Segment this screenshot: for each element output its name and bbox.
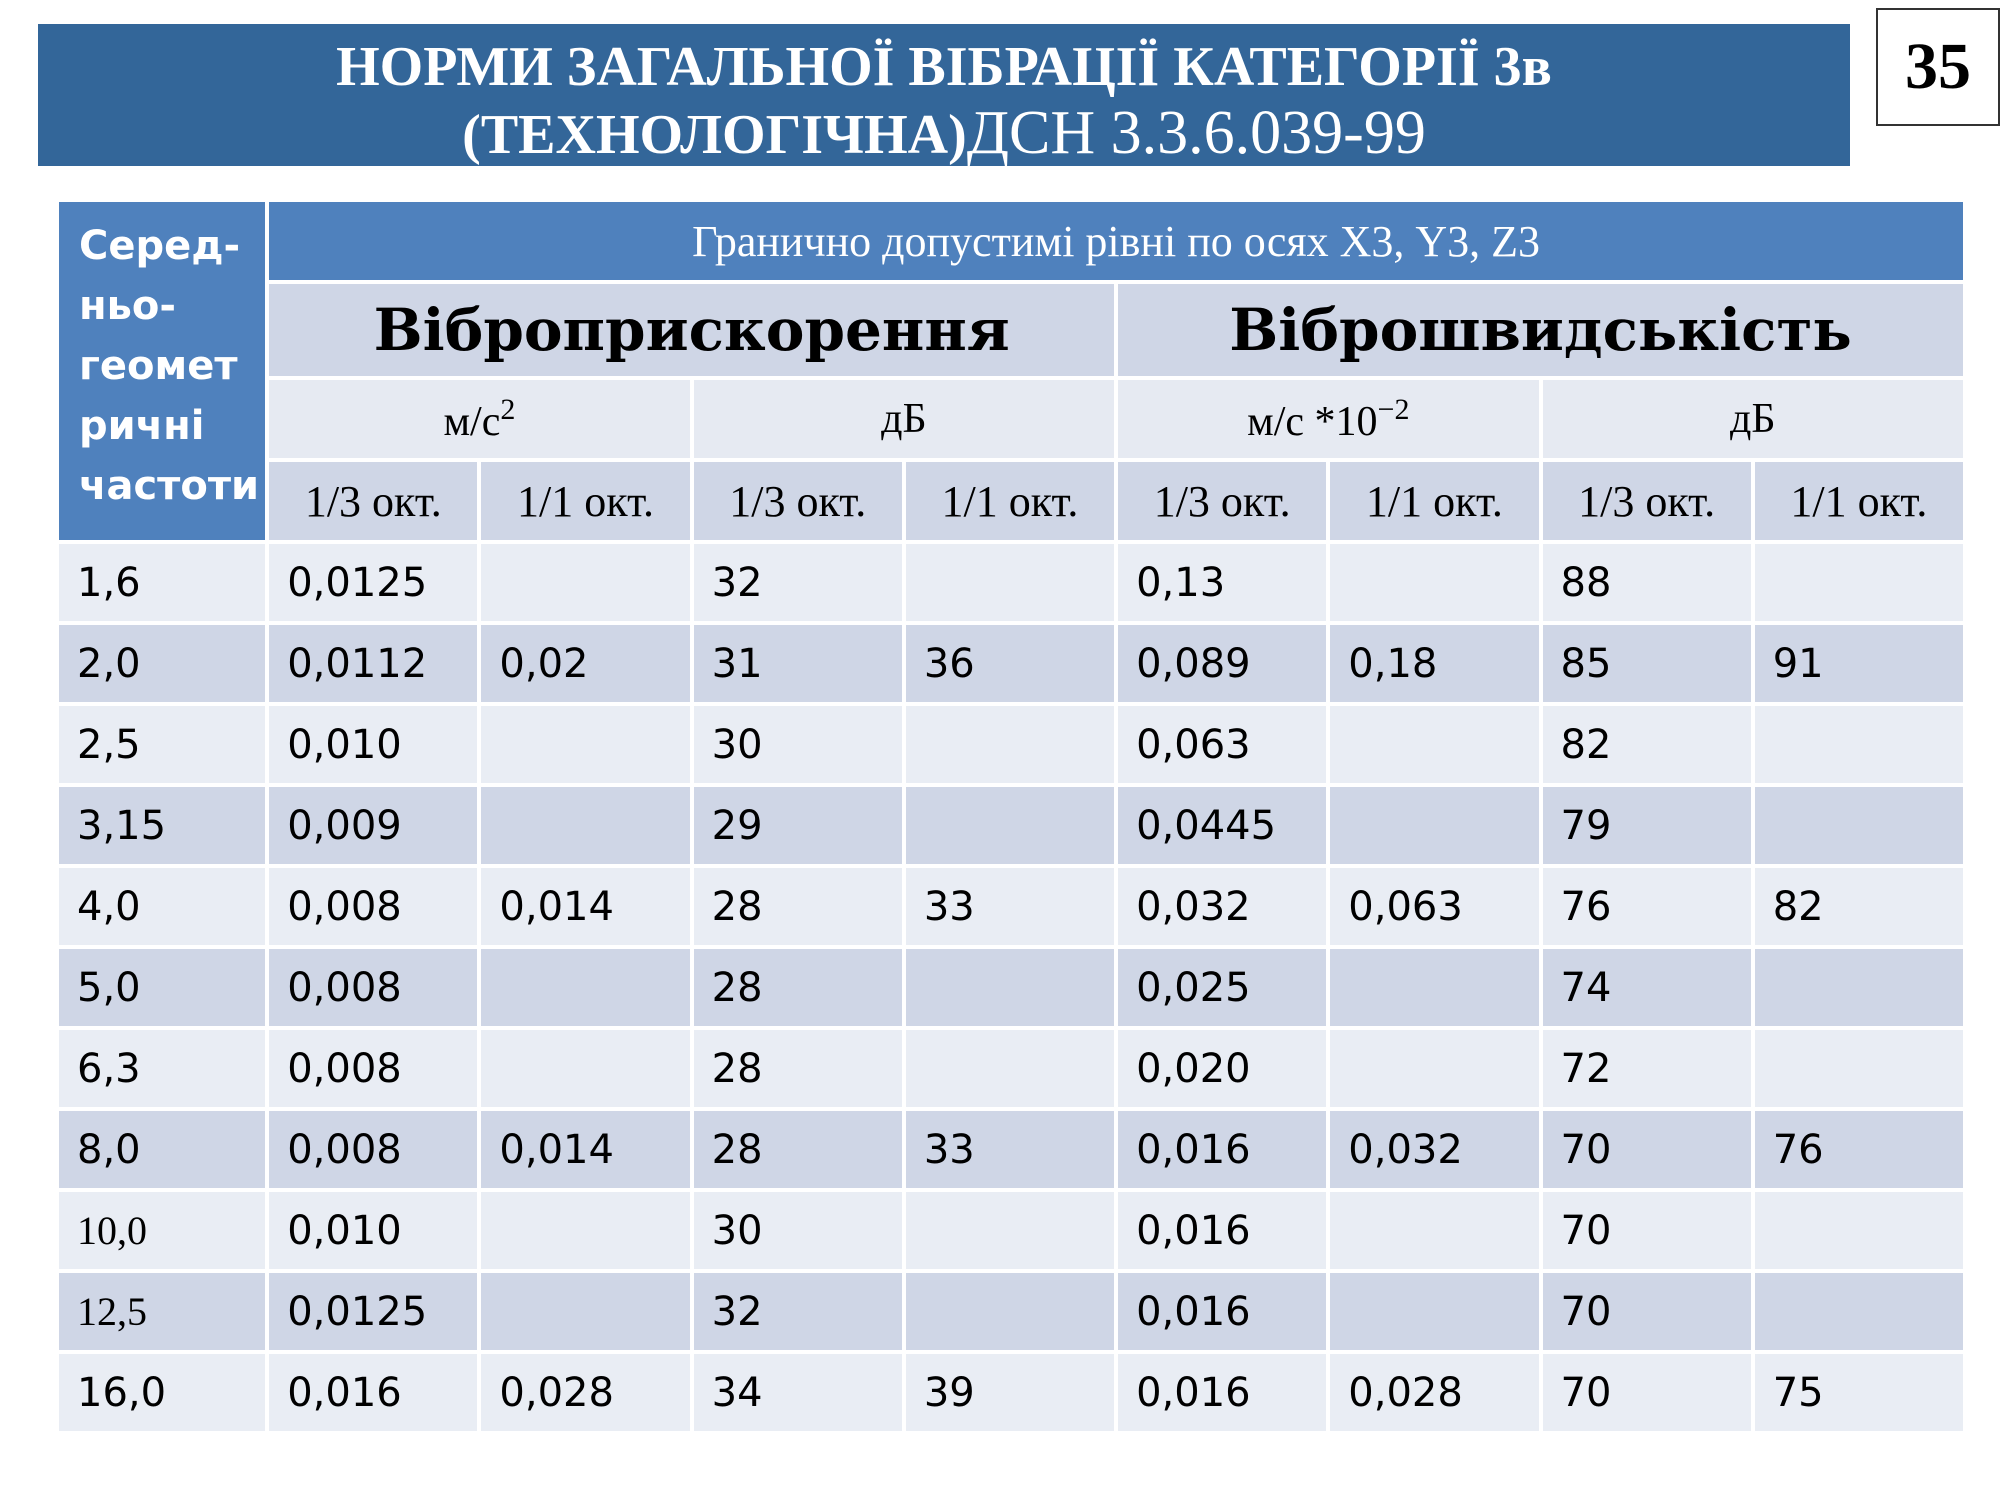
value-cell: 0,032 xyxy=(1116,866,1328,947)
value-cell: 0,008 xyxy=(267,1109,479,1190)
value-cell xyxy=(1753,1028,1965,1109)
value-cell: 33 xyxy=(904,1109,1116,1190)
octave-header: 1/1 окт. xyxy=(1328,460,1540,542)
value-cell: 0,008 xyxy=(267,866,479,947)
frequency-cell: 10,0 xyxy=(57,1190,267,1271)
value-cell: 0,020 xyxy=(1116,1028,1328,1109)
value-cell: 85 xyxy=(1541,623,1753,704)
value-cell xyxy=(1753,1190,1965,1271)
permissible-levels-header: Гранично допустимі рівні по осях Х3, Y3, Z3 xyxy=(267,200,1965,282)
value-cell xyxy=(479,542,691,623)
value-cell: 0,016 xyxy=(1116,1352,1328,1433)
table-row xyxy=(57,785,1965,866)
value-cell: 30 xyxy=(692,704,904,785)
vel-unit-exponent: −2 xyxy=(1377,392,1410,426)
octave-header: 1/1 окт. xyxy=(904,460,1116,542)
value-cell xyxy=(904,947,1116,1028)
value-cell xyxy=(1753,542,1965,623)
value-cell: 32 xyxy=(692,542,904,623)
vel-unit-header xyxy=(1116,378,1540,460)
value-cell: 82 xyxy=(1753,866,1965,947)
value-cell: 31 xyxy=(692,623,904,704)
table-row xyxy=(57,1271,1965,1352)
value-cell: 75 xyxy=(1753,1352,1965,1433)
accel-unit-exponent: 2 xyxy=(500,392,516,426)
table-row xyxy=(57,866,1965,947)
value-cell: 36 xyxy=(904,623,1116,704)
vel-db-header: дБ xyxy=(1541,378,1965,460)
value-cell: 0,025 xyxy=(1116,947,1328,1028)
value-cell: 39 xyxy=(904,1352,1116,1433)
value-cell xyxy=(1753,785,1965,866)
value-cell: 91 xyxy=(1753,623,1965,704)
value-cell: 0,008 xyxy=(267,947,479,1028)
value-cell: 0,032 xyxy=(1328,1109,1540,1190)
freq-header-line: Серед- xyxy=(79,223,241,269)
value-cell: 0,13 xyxy=(1116,542,1328,623)
value-cell: 0,009 xyxy=(267,785,479,866)
value-cell: 0,028 xyxy=(1328,1352,1540,1433)
value-cell xyxy=(479,1271,691,1352)
freq-header-line: частоти xyxy=(79,463,260,509)
value-cell: 30 xyxy=(692,1190,904,1271)
vel-unit-base: м/с *10 xyxy=(1247,398,1378,445)
value-cell xyxy=(1753,704,1965,785)
value-cell xyxy=(479,785,691,866)
value-cell xyxy=(1753,947,1965,1028)
value-cell: 76 xyxy=(1541,866,1753,947)
table-row xyxy=(57,1028,1965,1109)
value-cell xyxy=(904,1271,1116,1352)
value-cell: 74 xyxy=(1541,947,1753,1028)
value-cell xyxy=(904,1028,1116,1109)
value-cell: 0,014 xyxy=(479,866,691,947)
octave-header: 1/3 окт. xyxy=(692,460,904,542)
value-cell xyxy=(1328,704,1540,785)
value-cell xyxy=(1328,1271,1540,1352)
value-cell: 70 xyxy=(1541,1271,1753,1352)
title-standard-code: ДСН 3.3.6.039-99 xyxy=(966,99,1426,167)
vibration-norms-table xyxy=(55,198,1967,1435)
value-cell xyxy=(1328,1028,1540,1109)
title-banner xyxy=(38,24,1850,166)
value-cell xyxy=(479,947,691,1028)
value-cell xyxy=(1328,1190,1540,1271)
value-cell: 0,18 xyxy=(1328,623,1540,704)
value-cell: 0,016 xyxy=(1116,1190,1328,1271)
freq-header-line: ньо- xyxy=(79,283,177,329)
value-cell: 79 xyxy=(1541,785,1753,866)
octave-header: 1/1 окт. xyxy=(1753,460,1965,542)
value-cell xyxy=(904,704,1116,785)
table-row xyxy=(57,542,1965,623)
value-cell: 28 xyxy=(692,866,904,947)
accel-db-header: дБ xyxy=(692,378,1116,460)
page-number: 35 xyxy=(1876,8,2000,126)
value-cell xyxy=(1328,947,1540,1028)
value-cell: 0,089 xyxy=(1116,623,1328,704)
frequency-cell: 8,0 xyxy=(57,1109,267,1190)
value-cell: 0,0445 xyxy=(1116,785,1328,866)
value-cell: 0,008 xyxy=(267,1028,479,1109)
frequency-cell: 2,5 xyxy=(57,704,267,785)
value-cell: 34 xyxy=(692,1352,904,1433)
value-cell: 72 xyxy=(1541,1028,1753,1109)
value-cell xyxy=(904,542,1116,623)
accel-unit-header xyxy=(267,378,691,460)
value-cell: 28 xyxy=(692,1028,904,1109)
table-row xyxy=(57,623,1965,704)
value-cell xyxy=(904,1190,1116,1271)
value-cell xyxy=(479,1190,691,1271)
value-cell: 0,010 xyxy=(267,1190,479,1271)
frequency-column-header xyxy=(57,200,267,542)
value-cell: 0,0125 xyxy=(267,542,479,623)
frequency-cell: 2,0 xyxy=(57,623,267,704)
slide-title-line1: НОРМИ ЗАГАЛЬНОЇ ВІБРАЦІЇ КАТЕГОРІЇ 3в xyxy=(336,36,1552,98)
value-cell: 0,016 xyxy=(1116,1109,1328,1190)
table-row xyxy=(57,1352,1965,1433)
title-category-label: (ТЕХНОЛОГІЧНА) xyxy=(462,104,967,166)
freq-header-line: ричні xyxy=(79,403,205,449)
value-cell: 82 xyxy=(1541,704,1753,785)
frequency-cell: 12,5 xyxy=(57,1271,267,1352)
value-cell: 70 xyxy=(1541,1352,1753,1433)
octave-header: 1/3 окт. xyxy=(1116,460,1328,542)
value-cell xyxy=(904,785,1116,866)
value-cell: 70 xyxy=(1541,1109,1753,1190)
value-cell: 0,014 xyxy=(479,1109,691,1190)
value-cell: 88 xyxy=(1541,542,1753,623)
value-cell: 28 xyxy=(692,1109,904,1190)
value-cell: 0,010 xyxy=(267,704,479,785)
value-cell xyxy=(479,1028,691,1109)
value-cell: 0,016 xyxy=(1116,1271,1328,1352)
table-row xyxy=(57,1109,1965,1190)
frequency-cell: 1,6 xyxy=(57,542,267,623)
frequency-cell: 5,0 xyxy=(57,947,267,1028)
value-cell xyxy=(1753,1271,1965,1352)
octave-header: 1/1 окт. xyxy=(479,460,691,542)
value-cell: 0,0112 xyxy=(267,623,479,704)
table-row xyxy=(57,1190,1965,1271)
value-cell xyxy=(479,704,691,785)
table-row xyxy=(57,704,1965,785)
frequency-cell: 3,15 xyxy=(57,785,267,866)
value-cell: 29 xyxy=(692,785,904,866)
value-cell: 0,028 xyxy=(479,1352,691,1433)
value-cell xyxy=(1328,542,1540,623)
slide-title-line2 xyxy=(38,100,1850,168)
value-cell: 0,063 xyxy=(1328,866,1540,947)
frequency-cell: 6,3 xyxy=(57,1028,267,1109)
value-cell: 0,02 xyxy=(479,623,691,704)
frequency-cell: 16,0 xyxy=(57,1352,267,1433)
value-cell: 0,0125 xyxy=(267,1271,479,1352)
acceleration-group-header: Віброприскорення xyxy=(267,282,1116,378)
accel-unit-base: м/с xyxy=(443,398,501,445)
value-cell: 0,063 xyxy=(1116,704,1328,785)
value-cell: 33 xyxy=(904,866,1116,947)
frequency-cell: 4,0 xyxy=(57,866,267,947)
value-cell: 32 xyxy=(692,1271,904,1352)
value-cell: 28 xyxy=(692,947,904,1028)
freq-header-line: геомет xyxy=(79,343,238,389)
value-cell xyxy=(1328,785,1540,866)
octave-header: 1/3 окт. xyxy=(1541,460,1753,542)
octave-header: 1/3 окт. xyxy=(267,460,479,542)
value-cell: 0,016 xyxy=(267,1352,479,1433)
value-cell: 76 xyxy=(1753,1109,1965,1190)
value-cell: 70 xyxy=(1541,1190,1753,1271)
velocity-group-header: Віброшвидськість xyxy=(1116,282,1965,378)
table-row xyxy=(57,947,1965,1028)
